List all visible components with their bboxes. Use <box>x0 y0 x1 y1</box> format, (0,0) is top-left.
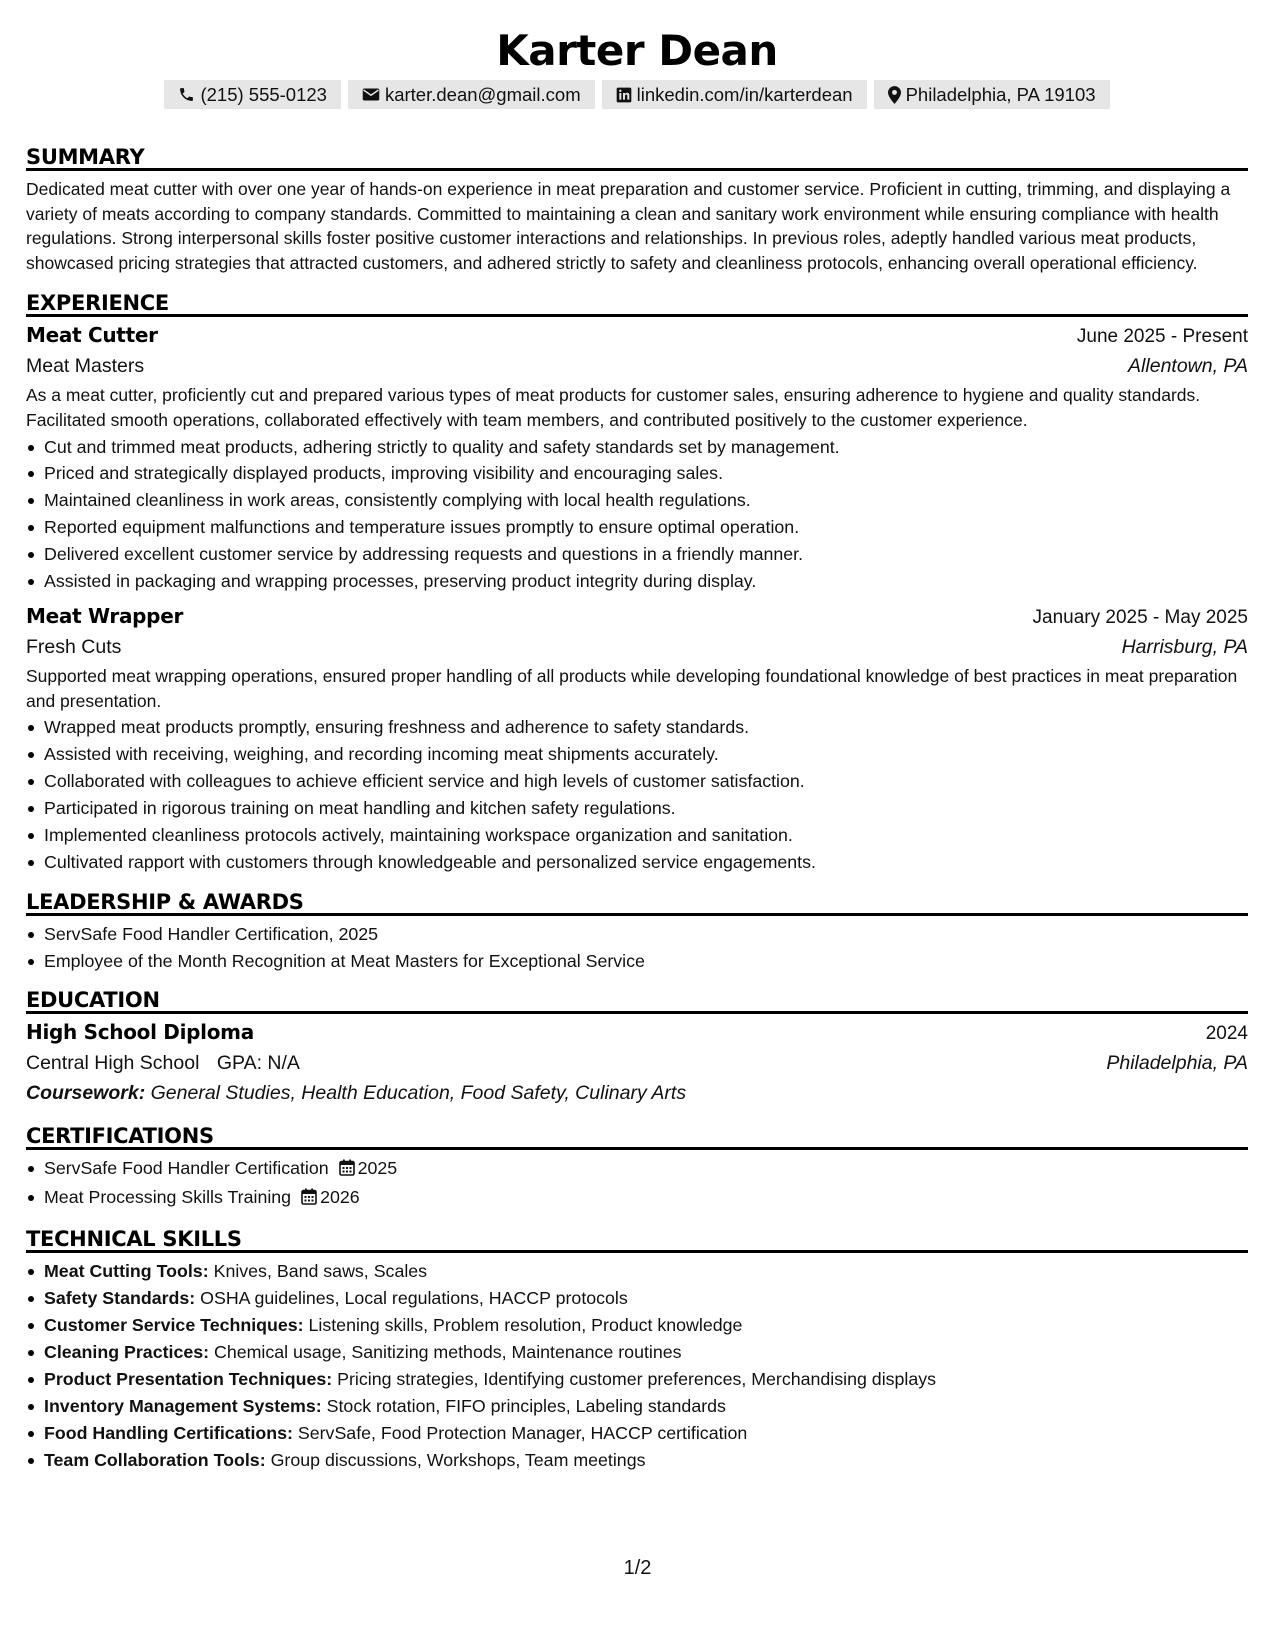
graduation-year: 2024 <box>1205 1023 1248 1045</box>
job-description: Supported meat wrapping operations, ensured proper handling of all products while developing foundational knowledge of best practices in meat preparation and presentation. <box>26 666 1238 711</box>
certifications-list <box>26 1155 1248 1213</box>
job-dates: January 2025 - May 2025 <box>1032 607 1248 628</box>
leadership-section <box>26 888 1248 975</box>
contact-phone[interactable] <box>164 80 341 109</box>
list-item <box>26 1258 1248 1285</box>
skill-label: Customer Service Techniques: <box>44 1315 304 1336</box>
skill-value: Group discussions, Workshops, Team meetings <box>270 1449 646 1470</box>
list-item: Maintained cleanliness in work areas, consistently complying with local health regulations. <box>26 487 1248 514</box>
job-description: As a meat cutter, proficiently cut and prepared various types of meat products for customer sales, ensuring adherence to hygiene and quality standards. Facilitated smooth operations, collaborated effectively with team members, and contributed positively to the customer experience. <box>26 385 1201 430</box>
list-item: Employee of the Month Recognition at Meat Masters for Exceptional Service <box>26 948 1248 975</box>
summary-text: Dedicated meat cutter with over one year of hands-on experience in meat preparation and customer service. Proficient in cutting, trimming, and displaying a variety of meats according to company standards. Committed to maintaining a clean and sanitary work environment while ensuring compliance with health regulations. Strong interpersonal skills foster positive customer interactions and relationships. In previous roles, adeptly handled various meat products, showcased pricing strategies that attracted customers, and adhered strictly to safety and cleanliness protocols, enhancing overall operational efficiency. <box>26 179 1231 273</box>
list-item: Collaborated with colleagues to achieve efficient service and high levels of customer satisfaction. <box>26 768 1248 795</box>
skill-value: Chemical usage, Sanitizing methods, Maintenance routines <box>214 1341 682 1362</box>
job-entry <box>26 601 1248 876</box>
job-bullets <box>26 434 1248 595</box>
skills-section <box>26 1225 1248 1473</box>
list-item <box>26 1366 1248 1393</box>
section-title: EXPERIENCE <box>26 289 1248 317</box>
education-section <box>26 986 1248 1108</box>
job-location: Allentown, PA <box>1128 355 1248 378</box>
certification-year: 2025 <box>357 1158 398 1179</box>
resume-page <box>26 0 1248 1474</box>
skill-label: Food Handling Certifications: <box>44 1422 293 1443</box>
location-text: Philadelphia, PA 19103 <box>905 84 1096 105</box>
list-item: Implemented cleanliness protocols actively, maintaining workspace organization and sanitation. <box>26 822 1248 849</box>
coursework-label: Coursework: <box>26 1082 146 1105</box>
skill-label: Safety Standards: <box>44 1288 196 1309</box>
job-company: Meat Masters <box>26 355 145 378</box>
list-item: Reported equipment malfunctions and temperature issues promptly to ensure optimal operation. <box>26 514 1248 541</box>
gpa: GPA: N/A <box>216 1052 300 1075</box>
awards-list <box>26 921 1248 975</box>
certification-year: 2026 <box>320 1187 360 1208</box>
summary-section <box>26 143 1248 275</box>
section-title: TECHNICAL SKILLS <box>26 1225 1248 1253</box>
certification-name: ServSafe Food Handler Certification <box>44 1158 329 1179</box>
degree: High School Diploma <box>26 1020 254 1045</box>
job-dates: June 2025 - Present <box>1076 326 1248 348</box>
phone-text: (215) 555-0123 <box>200 84 327 105</box>
job-entry <box>26 320 1248 595</box>
job-title: Meat Cutter <box>26 323 158 348</box>
page-number: 1/2 <box>623 1557 652 1579</box>
contact-email[interactable] <box>348 80 595 109</box>
section-title: LEADERSHIP & AWARDS <box>26 888 1248 916</box>
certifications-section <box>26 1122 1248 1213</box>
list-item: Assisted with receiving, weighing, and recording incoming meat shipments accurately. <box>26 741 1248 768</box>
school-name: Central High School <box>26 1052 200 1075</box>
phone-icon <box>178 86 195 103</box>
map-pin-icon <box>888 86 901 104</box>
contact-linkedin[interactable] <box>602 80 867 109</box>
skill-label: Product Presentation Techniques: <box>44 1368 333 1389</box>
skills-list <box>26 1258 1248 1473</box>
linkedin-text: linkedin.com/in/karterdean <box>636 84 853 105</box>
job-location: Harrisburg, PA <box>1121 636 1248 658</box>
skill-label: Team Collaboration Tools: <box>44 1449 266 1470</box>
section-title: SUMMARY <box>26 143 1248 171</box>
certification-name: Meat Processing Skills Training <box>44 1187 292 1208</box>
skill-label: Meat Cutting Tools: <box>44 1261 209 1282</box>
list-item: Assisted in packaging and wrapping processes, preserving product integrity during display. <box>26 568 1248 595</box>
linkedin-icon <box>616 87 632 103</box>
coursework-list: General Studies, Health Education, Food Safety, Culinary Arts <box>150 1082 687 1105</box>
list-item: Cut and trimmed meat products, adhering strictly to quality and safety standards set by management. <box>26 434 1248 461</box>
list-item: Wrapped meat products promptly, ensuring freshness and adherence to safety standards. <box>26 714 1248 741</box>
skill-value: ServSafe, Food Protection Manager, HACCP certification <box>297 1422 748 1443</box>
list-item: Priced and strategically displayed products, improving visibility and encouraging sales. <box>26 460 1248 487</box>
skill-value: Stock rotation, FIFO principles, Labeling standards <box>326 1395 726 1416</box>
skill-label: Inventory Management Systems: <box>44 1395 322 1416</box>
list-item: Participated in rigorous training on meat handling and kitchen safety regulations. <box>26 795 1248 822</box>
coursework <box>26 1078 1248 1108</box>
list-item: Cultivated rapport with customers through knowledgeable and personalized service engagements. <box>26 849 1248 876</box>
job-company: Fresh Cuts <box>26 636 122 658</box>
job-bullets <box>26 714 1248 875</box>
section-title: EDUCATION <box>26 986 1248 1014</box>
list-item <box>26 1420 1248 1447</box>
list-item <box>26 1184 1248 1213</box>
envelope-icon <box>362 87 380 102</box>
contact-bar <box>26 80 1248 109</box>
skill-value: Knives, Band saws, Scales <box>213 1261 428 1282</box>
contact-location <box>874 80 1110 109</box>
list-item: Delivered excellent customer service by addressing requests and questions in a friendly manner. <box>26 541 1248 568</box>
list-item: ServSafe Food Handler Certification, 2025 <box>26 921 1248 948</box>
list-item <box>26 1447 1248 1474</box>
school-location: Philadelphia, PA <box>1106 1052 1248 1075</box>
job-title: Meat Wrapper <box>26 604 184 628</box>
list-item <box>26 1285 1248 1312</box>
list-item <box>26 1339 1248 1366</box>
email-text: karter.dean@gmail.com <box>384 84 581 105</box>
skill-value: OSHA guidelines, Local regulations, HACCP protocols <box>200 1288 628 1309</box>
list-item <box>26 1155 1248 1184</box>
list-item <box>26 1393 1248 1420</box>
skill-label: Cleaning Practices: <box>44 1341 210 1362</box>
skill-value: Listening skills, Problem resolution, Product knowledge <box>308 1315 743 1336</box>
experience-section <box>26 289 1248 875</box>
calendar-icon <box>339 1157 355 1184</box>
section-title: CERTIFICATIONS <box>26 1122 1248 1150</box>
skill-value: Pricing strategies, Identifying customer preferences, Merchandising displays <box>337 1368 937 1389</box>
calendar-icon <box>301 1186 317 1213</box>
list-item <box>26 1312 1248 1339</box>
candidate-name: Karter Dean <box>496 26 778 75</box>
